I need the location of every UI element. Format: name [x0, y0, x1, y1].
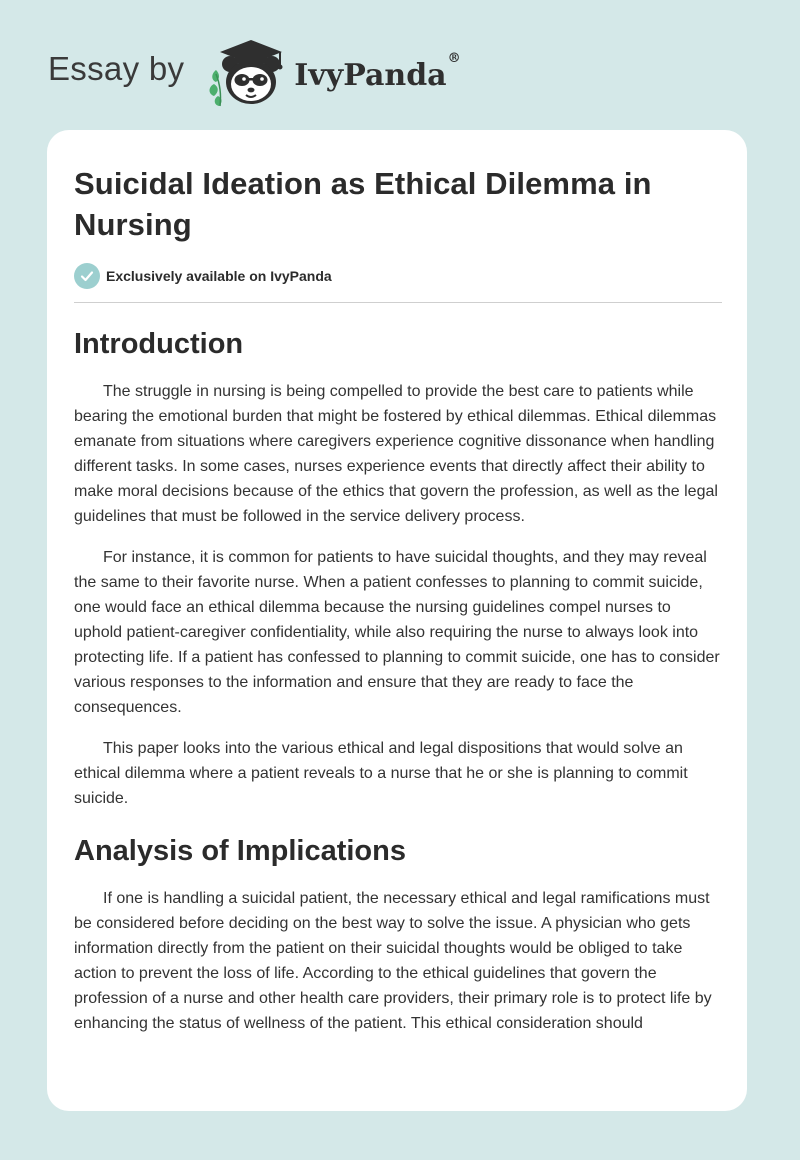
exclusive-label: Exclusively available on IvyPanda — [106, 268, 332, 284]
paragraph: If one is handling a suicidal patient, the necessary ethical and legal ramifications must be considered before deciding on the best way to solve the issue. A physician who gets information directly from the patient on their suicidal thoughts would be obliged to take action to prevent the loss of life. According to the ethical guidelines that govern the profession of a nurse and other health care providers, their primary role is to protect life by enhancing the status of wellness of the patient. This ethical consideration should — [74, 890, 712, 1032]
panda-graduate-icon — [202, 34, 288, 108]
paragraph: For instance, it is common for patients to have suicidal thoughts, and they may reveal the same to their favorite nurse. When a patient confesses to planning to commit suicide, one would face an ethical dilemma because the nursing guidelines compel nurses to uphold patient-caregiver confidentiality, while also requiring the nurse to always look into protecting life. If a patient has confessed to planning to commit suicide, one has to consider various responses to the information and ensure that they are ready to face the consequences. — [74, 549, 720, 716]
section-heading-introduction: Introduction — [74, 328, 244, 360]
paragraph: This paper looks into the various ethical and legal dispositions that would solve an ethical dilemma where a patient reveals to a nurse that he or she is planning to commit suicide. — [74, 740, 688, 807]
divider — [74, 302, 722, 303]
essay-card — [47, 130, 747, 1111]
exclusive-badge — [74, 262, 722, 290]
section-heading-analysis: Analysis of Implications — [74, 835, 406, 867]
registered-mark: ® — [447, 50, 461, 66]
brand-name: IvyPanda® — [294, 50, 461, 93]
essay-by-label: Essay by — [48, 50, 185, 87]
essay-title: Suicidal Ideation as Ethical Dilemma in Nursing — [74, 166, 652, 242]
paragraph: The struggle in nursing is being compelled to provide the best care to patients while bearing the emotional burden that might be fostered by ethical dilemmas. Ethical dilemmas emanate from situations where caregivers experience cognitive dissonance when handling different tasks. In some cases, nurses experience events that directly affect their ability to make moral decisions because of the ethics that govern the profession, as well as the legal guidelines that must be followed in the service delivery process. — [74, 383, 718, 525]
ivypanda-logo[interactable] — [202, 34, 460, 108]
check-icon — [74, 263, 100, 289]
site-header — [48, 36, 461, 106]
essay-content — [74, 163, 722, 1036]
